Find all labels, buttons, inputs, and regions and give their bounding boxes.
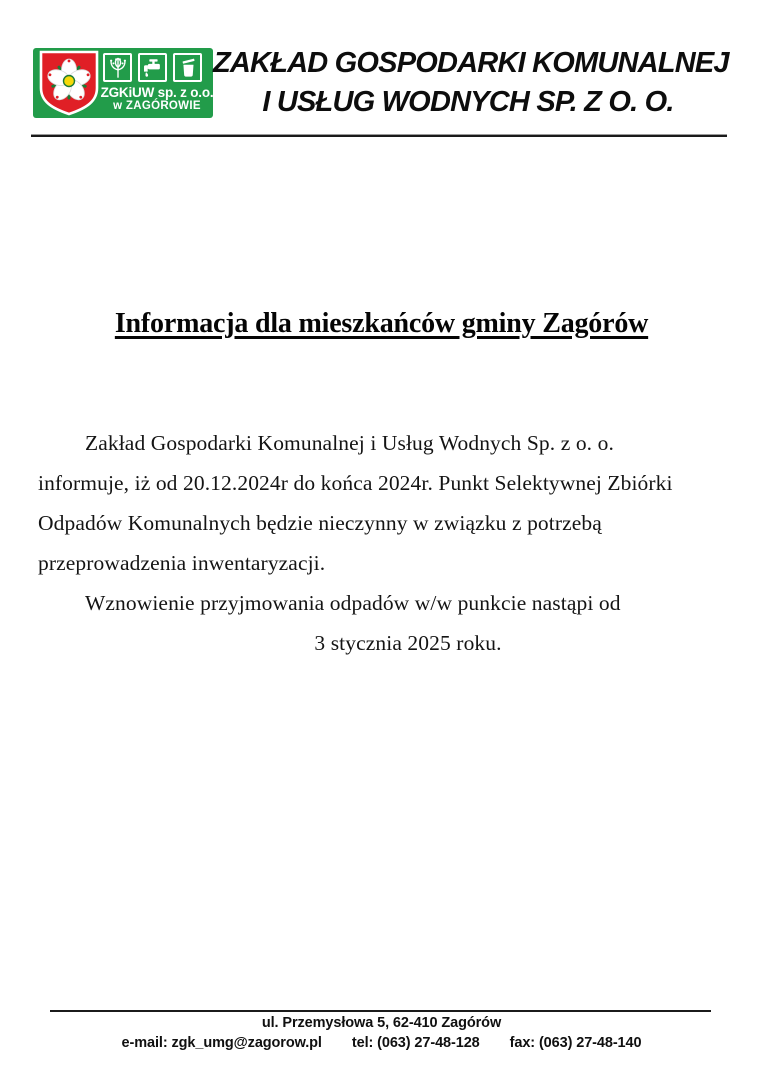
body-line: przeprowadzenia inwentaryzacji. bbox=[38, 551, 326, 575]
logo-org-abbr: ZGKiUW sp. z o.o. bbox=[100, 85, 214, 100]
footer-contacts bbox=[0, 1035, 763, 1051]
footer-address: ul. Przemysłowa 5, 62-410 Zagórów bbox=[261, 1015, 502, 1031]
company-name-title bbox=[213, 44, 729, 122]
company-logo bbox=[33, 48, 213, 118]
company-name-line2: I USŁUG WODNYCH SP. Z O. O. bbox=[262, 86, 674, 118]
footer-phone: tel: (063) 27-48-128 bbox=[351, 1035, 480, 1051]
logo-org-city: w ZAGÓROWIE bbox=[113, 100, 201, 112]
logo-right-column bbox=[100, 48, 214, 118]
body-line: Wznowienie przyjmowania odpadów w/w punkcie nastąpi od bbox=[85, 591, 621, 615]
tree-icon bbox=[103, 53, 132, 82]
faucet-icon bbox=[138, 53, 167, 82]
trash-bin-icon bbox=[173, 53, 202, 82]
header-divider bbox=[31, 123, 727, 137]
zagorow-coat-of-arms-icon bbox=[38, 50, 100, 116]
utility-icons-row bbox=[103, 53, 202, 82]
body-line: informuje, iż od 20.12.2024r do końca 2024r. Punkt Selektywnej Zbiórki bbox=[38, 471, 673, 495]
body-line: 3 stycznia 2025 roku. bbox=[314, 631, 502, 655]
document-heading: Informacja dla mieszkańców gminy Zagórów bbox=[114, 308, 649, 339]
footer-fax: fax: (063) 27-48-140 bbox=[509, 1035, 642, 1051]
body-line: Odpadów Komunalnych będzie nieczynny w związku z potrzebą bbox=[38, 511, 602, 535]
body-line: Zakład Gospodarki Komunalnej i Usług Wodnych Sp. z o. o. bbox=[85, 431, 614, 455]
document-body bbox=[38, 423, 728, 663]
footer-divider bbox=[50, 1010, 711, 1012]
footer-email: e-mail: zgk_umg@zagorow.pl bbox=[121, 1035, 322, 1051]
company-name-line1: ZAKŁAD GOSPODARKI KOMUNALNEJ bbox=[213, 47, 729, 79]
